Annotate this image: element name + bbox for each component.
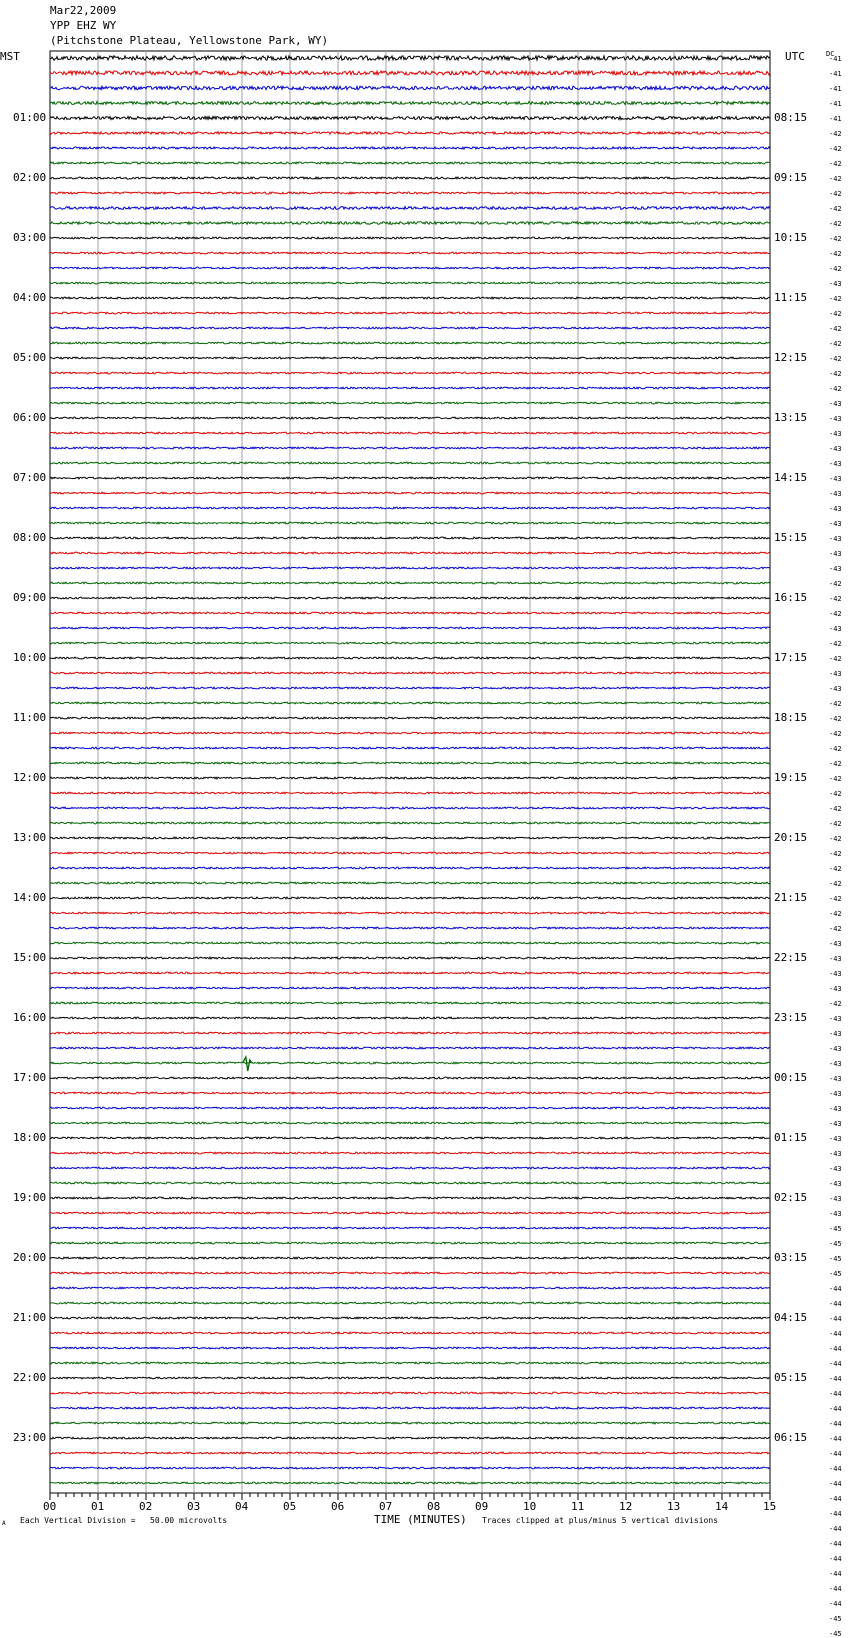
utc-hour-label: 05:15	[774, 1371, 808, 1384]
dc-offset-value: -42	[829, 595, 842, 603]
seismic-trace	[50, 1437, 770, 1439]
seismic-trace	[50, 1122, 770, 1124]
dc-offset-value: -44	[829, 1330, 842, 1338]
seismic-trace	[50, 732, 770, 734]
seismic-trace	[50, 1467, 770, 1469]
dc-offset-value: -43	[829, 1120, 842, 1128]
utc-hour-label: 12:15	[774, 351, 808, 364]
dc-offset-value: -42	[829, 265, 842, 273]
seismic-trace	[50, 897, 770, 899]
seismic-trace	[50, 882, 770, 884]
seismic-trace	[50, 972, 770, 974]
dc-offset-value: -43	[829, 550, 842, 558]
x-tick-label: 09	[475, 1500, 489, 1513]
seismic-trace	[50, 657, 770, 659]
seismic-trace	[50, 597, 770, 599]
utc-hour-label: 11:15	[774, 291, 808, 304]
seismic-trace	[50, 1032, 770, 1034]
seismic-trace	[50, 552, 770, 554]
dc-offset-value: -43	[829, 1210, 842, 1218]
seismic-trace	[50, 942, 770, 944]
seismic-trace	[50, 327, 770, 329]
dc-offset-value: -43	[829, 565, 842, 573]
utc-hour-label: 00:15	[774, 1071, 808, 1084]
x-tick-label: 05	[283, 1500, 297, 1513]
seismic-trace	[50, 1107, 770, 1109]
dc-offset-value: -41	[829, 70, 842, 78]
dc-offset-value: -43	[829, 1195, 842, 1203]
dc-offset-value: -43	[829, 490, 842, 498]
x-tick-label: 11	[571, 1500, 585, 1513]
dc-offset-value: -44	[829, 1315, 842, 1323]
seismic-trace	[50, 642, 770, 644]
seismic-trace	[50, 1047, 770, 1049]
dc-offset-value: -42	[829, 130, 842, 138]
dc-offset-value: -44	[829, 1375, 842, 1383]
dc-offset-value: -42	[829, 880, 842, 888]
dc-offset-value: -43	[829, 400, 842, 408]
dc-offset-value: -44	[829, 1345, 842, 1353]
seismic-trace	[50, 312, 770, 314]
mst-hour-label: 12:00	[13, 771, 47, 784]
dc-offset-value: -43	[829, 475, 842, 483]
dc-offset-value: -42	[829, 1000, 842, 1008]
dc-offset-value: -44	[829, 1435, 842, 1443]
utc-hour-label: 15:15	[774, 531, 808, 544]
seismic-trace	[50, 71, 770, 75]
seismic-trace	[50, 537, 770, 539]
x-tick-label: 07	[379, 1500, 393, 1513]
dc-offset-value: -43	[829, 415, 842, 423]
seismic-trace	[50, 1332, 770, 1334]
dc-offset-value: -43	[829, 1135, 842, 1143]
seismic-trace	[50, 1167, 770, 1169]
utc-hour-label: 17:15	[774, 651, 808, 664]
mst-hour-label: 05:00	[13, 351, 47, 364]
x-tick-label: 15	[763, 1500, 777, 1513]
dc-offset-value: -42	[829, 325, 842, 333]
dc-offset-value: -43	[829, 505, 842, 513]
seismic-trace	[50, 297, 770, 299]
dc-offset-value: -43	[829, 520, 842, 528]
dc-offset-value: -43	[829, 1075, 842, 1083]
dc-offset-value: -44	[829, 1555, 842, 1563]
dc-offset-value: -44	[829, 1540, 842, 1548]
seismic-trace	[50, 102, 770, 105]
dc-offset-value: -44	[829, 1300, 842, 1308]
seismic-trace	[50, 912, 770, 914]
mst-hour-label: 23:00	[13, 1431, 47, 1444]
utc-hour-label: 02:15	[774, 1191, 808, 1204]
utc-hour-label: 09:15	[774, 171, 808, 184]
utc-hour-label: 22:15	[774, 951, 808, 964]
seismic-trace	[50, 162, 770, 164]
dc-offset-value: -43	[829, 940, 842, 948]
utc-hour-label: 14:15	[774, 471, 808, 484]
dc-offset-value: -43	[829, 1045, 842, 1053]
dc-offset-value: -42	[829, 925, 842, 933]
seismic-trace	[50, 1452, 770, 1454]
dc-offset-value: -42	[829, 640, 842, 648]
seismic-trace	[50, 1317, 770, 1319]
dc-offset-value: -43	[829, 970, 842, 978]
dc-offset-value: -43	[829, 445, 842, 453]
dc-offset-value: -42	[829, 730, 842, 738]
dc-offset-value: -45	[829, 1615, 842, 1623]
dc-offset-value: -43	[829, 280, 842, 288]
seismic-trace	[50, 1257, 770, 1259]
seismic-trace	[50, 462, 770, 464]
utc-hour-label: 06:15	[774, 1431, 808, 1444]
mst-hour-label: 01:00	[13, 111, 47, 124]
seismic-trace	[50, 522, 770, 524]
dc-offset-value: -44	[829, 1450, 842, 1458]
seismic-trace	[50, 702, 770, 704]
dc-offset-value: -42	[829, 865, 842, 873]
utc-hour-label: 08:15	[774, 111, 808, 124]
dc-offset-value: -43	[829, 1105, 842, 1113]
mst-hour-label: 06:00	[13, 411, 47, 424]
utc-hour-label: 10:15	[774, 231, 808, 244]
dc-offset-value: -42	[829, 715, 842, 723]
seismic-trace	[50, 567, 770, 569]
seismic-trace	[50, 1197, 770, 1199]
dc-offset-value: -42	[829, 235, 842, 243]
dc-offset-value: -42	[829, 205, 842, 213]
dc-offset-value: -42	[829, 805, 842, 813]
dc-offset-value: -42	[829, 295, 842, 303]
seismic-trace	[50, 1212, 770, 1214]
dc-offset-value: -43	[829, 1180, 842, 1188]
dc-offset-value: -44	[829, 1510, 842, 1518]
seismic-trace	[50, 672, 770, 674]
utc-hour-label: 16:15	[774, 591, 808, 604]
plot-date: Mar22,2009	[50, 4, 117, 17]
dc-offset-value: -42	[829, 355, 842, 363]
mst-hour-label: 03:00	[13, 231, 47, 244]
seismic-trace	[50, 1182, 770, 1184]
seismic-trace	[50, 252, 770, 254]
seismic-trace	[50, 477, 770, 479]
utc-hour-label: 03:15	[774, 1251, 808, 1264]
event-spike	[243, 1057, 252, 1071]
seismic-trace	[50, 1062, 770, 1064]
seismic-trace	[50, 56, 770, 60]
dc-offset-value: -44	[829, 1360, 842, 1368]
seismic-trace	[50, 627, 770, 629]
seismic-trace	[50, 792, 770, 794]
seismic-trace	[50, 372, 770, 374]
seismic-trace	[50, 837, 770, 839]
dc-offset-header: DC	[826, 50, 835, 58]
x-tick-label: 08	[427, 1500, 441, 1513]
dc-offset-value: -43	[829, 430, 842, 438]
mst-hour-label: 04:00	[13, 291, 47, 304]
x-tick-label: 02	[139, 1500, 153, 1513]
dc-offset-value: -41	[829, 115, 842, 123]
seismic-trace	[50, 402, 770, 404]
scale-note: Each Vertical Division = 50.00 microvolts	[20, 1516, 228, 1525]
seismic-trace	[50, 507, 770, 509]
dc-offset-value: -42	[829, 160, 842, 168]
dc-offset-value: -42	[829, 775, 842, 783]
dc-offset-value: -42	[829, 220, 842, 228]
dc-offset-value: -44	[829, 1390, 842, 1398]
seismic-trace	[50, 1002, 770, 1004]
x-tick-label: 04	[235, 1500, 249, 1513]
seismic-trace	[50, 1077, 770, 1079]
dc-offset-value: -43	[829, 985, 842, 993]
seismic-trace	[50, 1272, 770, 1274]
mst-hour-label: 21:00	[13, 1311, 47, 1324]
station-code: YPP EHZ WY	[50, 19, 117, 32]
dc-offset-value: -45	[829, 1255, 842, 1263]
dc-offset-value: -44	[829, 1285, 842, 1293]
mst-axis-label: MST	[0, 50, 20, 63]
dc-offset-value: -43	[829, 625, 842, 633]
utc-hour-label: 21:15	[774, 891, 808, 904]
x-tick-label: 03	[187, 1500, 201, 1513]
utc-hour-label: 23:15	[774, 1011, 808, 1024]
dc-offset-value: -42	[829, 895, 842, 903]
dc-offset-value: -42	[829, 175, 842, 183]
dc-offset-value: -45	[829, 1225, 842, 1233]
dc-offset-value: -43	[829, 1030, 842, 1038]
seismic-trace	[50, 1422, 770, 1424]
dc-offset-value: -42	[829, 745, 842, 753]
x-tick-label: 01	[91, 1500, 105, 1513]
seismic-trace	[50, 222, 770, 225]
seismic-trace	[50, 447, 770, 449]
mst-hour-label: 19:00	[13, 1191, 47, 1204]
mst-hour-label: 17:00	[13, 1071, 47, 1084]
seismic-trace	[50, 492, 770, 494]
dc-offset-value: -42	[829, 580, 842, 588]
seismic-trace	[50, 1347, 770, 1349]
seismic-trace	[50, 417, 770, 419]
x-tick-label: 14	[715, 1500, 729, 1513]
seismic-trace	[50, 282, 770, 284]
dc-offset-value: -42	[829, 850, 842, 858]
dc-offset-value: -43	[829, 460, 842, 468]
seismic-trace	[50, 927, 770, 929]
utc-hour-label: 01:15	[774, 1131, 808, 1144]
seismic-trace	[50, 582, 770, 584]
seismic-trace	[50, 237, 770, 239]
seismic-trace	[50, 1017, 770, 1019]
dc-offset-value: -44	[829, 1480, 842, 1488]
dc-offset-value: -42	[829, 250, 842, 258]
mst-hour-label: 11:00	[13, 711, 47, 724]
dc-offset-value: -41	[829, 100, 842, 108]
seismic-trace	[50, 777, 770, 779]
dc-offset-value: -42	[829, 835, 842, 843]
seismic-trace	[50, 207, 770, 210]
utc-hour-label: 04:15	[774, 1311, 808, 1324]
utc-hour-label: 13:15	[774, 411, 808, 424]
dc-offset-value: -45	[829, 1630, 842, 1638]
seismic-trace	[50, 267, 770, 269]
seismic-trace	[50, 717, 770, 719]
dc-offset-value: -41	[829, 55, 842, 63]
dc-offset-value: -42	[829, 385, 842, 393]
seismic-trace	[50, 357, 770, 359]
seismic-trace	[50, 1362, 770, 1364]
mst-hour-label: 16:00	[13, 1011, 47, 1024]
dc-offset-value: -44	[829, 1495, 842, 1503]
mst-hour-label: 22:00	[13, 1371, 47, 1384]
utc-axis-label: UTC	[785, 50, 805, 63]
mst-hour-label: 13:00	[13, 831, 47, 844]
dc-offset-value: -42	[829, 310, 842, 318]
seismic-trace	[50, 1302, 770, 1304]
mst-hour-label: 14:00	[13, 891, 47, 904]
seismic-trace	[50, 432, 770, 434]
seismic-trace	[50, 1227, 770, 1229]
mst-hour-label: 02:00	[13, 171, 47, 184]
mst-hour-label: 18:00	[13, 1131, 47, 1144]
dc-offset-value: -44	[829, 1585, 842, 1593]
x-tick-label: 13	[667, 1500, 681, 1513]
x-tick-label: 06	[331, 1500, 345, 1513]
seismic-trace	[50, 822, 770, 824]
utc-hour-label: 19:15	[774, 771, 808, 784]
dc-offset-value: -43	[829, 535, 842, 543]
seismic-trace	[50, 86, 770, 90]
dc-offset-value: -45	[829, 1240, 842, 1248]
seismic-trace	[50, 1152, 770, 1154]
seismic-trace	[50, 867, 770, 869]
seismic-trace	[50, 192, 770, 194]
x-axis-title: TIME (MINUTES)	[374, 1513, 467, 1526]
station-location: (Pitchstone Plateau, Yellowstone Park, WY)	[50, 34, 329, 47]
mst-hour-label: 20:00	[13, 1251, 47, 1264]
dc-offset-value: -42	[829, 760, 842, 768]
dc-offset-value: -42	[829, 910, 842, 918]
seismic-trace	[50, 957, 770, 959]
seismic-trace	[50, 342, 770, 344]
dc-offset-value: -42	[829, 700, 842, 708]
seismic-trace	[50, 807, 770, 809]
dc-offset-value: -42	[829, 145, 842, 153]
dc-offset-value: -43	[829, 685, 842, 693]
dc-offset-value: -42	[829, 655, 842, 663]
seismic-trace	[50, 1242, 770, 1244]
seismic-trace	[50, 747, 770, 749]
dc-offset-value: -43	[829, 1150, 842, 1158]
dc-offset-value: -44	[829, 1465, 842, 1473]
dc-offset-value: -45	[829, 1270, 842, 1278]
dc-offset-value: -42	[829, 820, 842, 828]
seismic-trace	[50, 1392, 770, 1394]
mst-hour-label: 07:00	[13, 471, 47, 484]
dc-offset-value: -44	[829, 1525, 842, 1533]
mst-hour-label: 08:00	[13, 531, 47, 544]
mst-hour-label: 10:00	[13, 651, 47, 664]
dc-offset-value: -44	[829, 1405, 842, 1413]
seismic-trace	[50, 1287, 770, 1289]
seismic-trace	[50, 132, 770, 134]
utc-hour-label: 20:15	[774, 831, 808, 844]
dc-offset-value: -42	[829, 610, 842, 618]
seismic-trace	[50, 147, 770, 149]
dc-offset-value: -42	[829, 790, 842, 798]
mst-hour-label: 09:00	[13, 591, 47, 604]
dc-offset-value: -42	[829, 190, 842, 198]
dc-offset-value: -43	[829, 670, 842, 678]
seismic-trace	[50, 1407, 770, 1409]
seismic-trace	[50, 1377, 770, 1379]
seismic-trace	[50, 987, 770, 989]
corner-mark: A	[2, 1520, 6, 1527]
dc-offset-value: -43	[829, 1015, 842, 1023]
utc-hour-label: 18:15	[774, 711, 808, 724]
dc-offset-value: -43	[829, 1060, 842, 1068]
seismic-trace	[50, 1482, 770, 1484]
seismic-trace	[50, 762, 770, 764]
dc-offset-value: -41	[829, 85, 842, 93]
mst-hour-label: 15:00	[13, 951, 47, 964]
dc-offset-value: -44	[829, 1570, 842, 1578]
seismic-trace	[50, 387, 770, 389]
seismic-trace	[50, 1092, 770, 1094]
dc-offset-value: -42	[829, 370, 842, 378]
seismic-trace	[50, 177, 770, 179]
seismic-trace	[50, 687, 770, 689]
dc-offset-value: -44	[829, 1420, 842, 1428]
dc-offset-value: -44	[829, 1600, 842, 1608]
seismic-trace	[50, 116, 770, 119]
x-tick-label: 00	[43, 1500, 57, 1513]
seismic-trace	[50, 612, 770, 614]
clip-note: Traces clipped at plus/minus 5 vertical divisions	[482, 1516, 719, 1525]
dc-offset-value: -43	[829, 955, 842, 963]
seismic-trace	[50, 852, 770, 854]
dc-offset-value: -43	[829, 1165, 842, 1173]
seismic-trace	[50, 1137, 770, 1139]
x-tick-label: 12	[619, 1500, 633, 1513]
dc-offset-value: -42	[829, 340, 842, 348]
x-tick-label: 10	[523, 1500, 537, 1513]
dc-offset-value: -43	[829, 1090, 842, 1098]
